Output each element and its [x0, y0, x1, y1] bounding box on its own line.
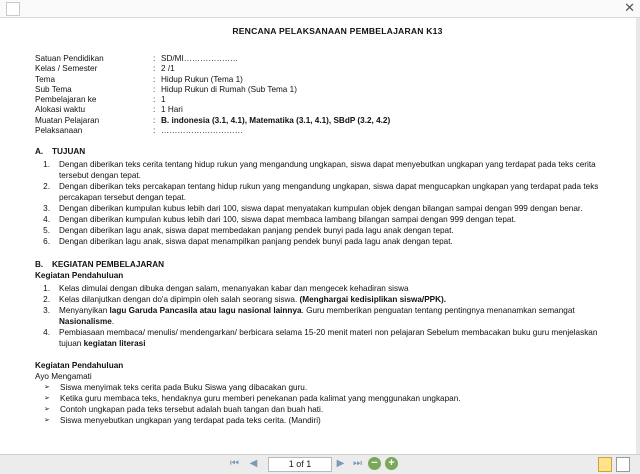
meta-value: 2 /1 [161, 64, 175, 74]
meta-key: Pembelajaran ke [35, 95, 97, 105]
text-run: Menyanyikan [59, 306, 110, 316]
list-item [35, 225, 620, 236]
list-item [35, 181, 620, 203]
text-run: Kelas dimulai dengan dibuka dengan salam, menanyakan kabar dan mengecek kehadiran siswa [59, 284, 409, 294]
list-item [35, 305, 620, 327]
text-run: Kelas dilanjutkan dengan do'a dipimpin oleh salah seorang siswa. [59, 295, 300, 305]
menu-button[interactable] [6, 2, 20, 16]
two-page-view-icon[interactable] [616, 457, 630, 472]
meta-colon: : [153, 84, 156, 94]
item-text: Siswa menyebutkan ungkapan yang terdapat pada teks cerita. (Mandiri) [60, 416, 321, 426]
meta-value: ………………………… [161, 126, 243, 136]
section-heading-kegiatan: B. KEGIATAN PEMBELAJARAN [35, 260, 165, 270]
meta-colon: : [153, 126, 156, 136]
previous-page-icon[interactable]: ◀ [249, 458, 258, 469]
item-number: 3. [43, 204, 50, 214]
item-number: 4. [43, 328, 50, 338]
next-page-icon[interactable]: ▶ [336, 458, 345, 469]
meta-key: Pelaksanaan [35, 126, 83, 136]
subheading-pendahuluan: Kegiatan Pendahuluan [35, 271, 124, 281]
document-page [0, 18, 636, 454]
meta-colon: : [153, 95, 156, 105]
item-text: Dengan diberikan teks percakapan tentang hidup rukun yang mengandung ungkapan, siswa dapat mengucapkan ungkapan yang terdapat pada teks percakapan tersebut dengan tepat. [59, 182, 599, 203]
single-page-view-icon[interactable] [598, 457, 612, 472]
item-text: Ketika guru membaca teks, hendaknya guru memberi penekanan pada kalimat yang menggunakan ungkapan. [60, 394, 461, 404]
bold-run: (Menghargai kedisiplikan siswa/PPK). [299, 295, 447, 305]
item-text: Dengan diberikan lagu anak, siswa dapat menampilkan panjang pendek bunyi pada lagu anak dengan tepat. [59, 237, 453, 247]
zoom-out-icon[interactable]: − [368, 457, 381, 470]
item-number: 1. [43, 160, 50, 170]
first-page-icon[interactable]: ⏮ [230, 458, 239, 469]
close-icon[interactable]: ✕ [624, 0, 635, 15]
arrow-bullet-icon: ➢ [44, 417, 50, 425]
item-text: Dengan diberikan kumpulan kubus lebih dari 100, siswa dapat membaca lambang bilangan sampai dengan 999 dengan tepat. [59, 215, 516, 225]
item-text [59, 294, 620, 305]
page-number-input[interactable]: 1 of 1 [268, 457, 332, 472]
meta-table [35, 53, 620, 135]
activity-item [35, 393, 620, 404]
meta-key: Kelas / Semester [35, 64, 98, 74]
meta-row [35, 53, 620, 63]
activity-list [35, 382, 620, 426]
activity-item [35, 382, 620, 393]
text-run: Pembiasaan membaca/ menulis/ mendengarkan/ berbicara selama 15-20 menit materi non pelajaran Sebelum membacakan buku guru menjelaskan tujuan [59, 328, 598, 349]
meta-colon: : [153, 64, 156, 74]
page-title: RENCANA PELAKSANAAN PEMBELAJARAN K13 [232, 26, 443, 36]
item-number: 6. [43, 237, 50, 247]
meta-colon: : [153, 54, 156, 63]
list-item [35, 294, 620, 305]
arrow-bullet-icon: ➢ [44, 395, 50, 403]
text-run: . [111, 317, 115, 327]
kegiatan-list [35, 283, 620, 349]
item-number: 2. [43, 295, 50, 305]
meta-row [35, 84, 620, 94]
list-item [35, 236, 620, 247]
zoom-in-icon[interactable]: + [385, 457, 398, 470]
meta-colon: : [153, 115, 156, 125]
bold-run: lagu Garuda Pancasila atau lagu nasional lainnya [109, 306, 302, 316]
list-item [35, 283, 620, 294]
activity-item [35, 415, 620, 426]
item-text [59, 283, 620, 294]
meta-row [35, 115, 620, 125]
arrow-bullet-icon: ➢ [44, 384, 50, 392]
list-item [35, 327, 620, 349]
page-navigation-bar [0, 454, 640, 474]
meta-value: SD/MI……………….. [161, 54, 238, 63]
arrow-bullet-icon: ➢ [44, 406, 50, 414]
meta-value: Hidup Rukun di Rumah (Sub Tema 1) [161, 84, 297, 94]
item-number: 4. [43, 215, 50, 225]
item-number: 2. [43, 182, 50, 192]
item-number: 3. [43, 306, 50, 316]
meta-colon: : [153, 74, 156, 84]
meta-row [35, 74, 620, 84]
meta-key: Alokasi waktu [35, 105, 86, 115]
meta-key: Tema [35, 74, 56, 84]
vertical-scrollbar[interactable] [636, 18, 640, 454]
meta-value: B. indonesia (3.1, 4.1), Matematika (3.1, 4.1), SBdP (3.2, 4.2) [161, 115, 391, 125]
meta-row [35, 125, 620, 135]
list-item [35, 214, 620, 225]
document-content [35, 26, 620, 426]
viewer-toolbar [0, 0, 640, 18]
list-item [35, 203, 620, 214]
meta-key: Muatan Pelajaran [35, 115, 100, 125]
item-text: Contoh ungkapan pada teks tersebut adalah buah tangan dan buah hati. [60, 405, 324, 415]
bold-run: Nasionalisme [59, 317, 112, 327]
tujuan-list [35, 159, 620, 247]
meta-row [35, 94, 620, 104]
meta-key: Satuan Pendidikan [35, 54, 104, 63]
meta-value: 1 [161, 95, 166, 105]
item-text: Siswa menyimak teks cerita pada Buku Siswa yang dibacakan guru. [60, 383, 308, 393]
item-number: 1. [43, 284, 50, 294]
meta-value: 1 Hari [161, 105, 183, 115]
meta-colon: : [153, 105, 156, 115]
subheading-pendahuluan-2: Kegiatan Pendahuluan [35, 361, 124, 371]
list-item [35, 159, 620, 181]
activity-item [35, 404, 620, 415]
bold-run: kegiatan literasi [83, 339, 146, 349]
item-text: Dengan diberikan lagu anak, siswa dapat membedakan panjang pendek bunyi pada lagu anak dengan tepat. [59, 226, 454, 236]
item-text [59, 305, 620, 327]
meta-value: Hidup Rukun (Tema 1) [161, 74, 243, 84]
last-page-icon[interactable]: ⏭ [353, 458, 362, 469]
item-text: Dengan diberikan teks cerita tentang hidup rukun yang mengandung ungkapan, siswa dapat menyebutkan ungkapan yang terdapat pada teks cerita tersebut dengan tepat. [59, 160, 596, 181]
item-text [59, 327, 620, 349]
item-number: 5. [43, 226, 50, 236]
meta-key: Sub Tema [35, 84, 72, 94]
meta-row [35, 104, 620, 114]
section-heading-tujuan: A. TUJUAN [35, 147, 86, 157]
item-text: Dengan diberikan kumpulan kubus lebih dari 100, siswa dapat menyatakan kumpulan objek dengan bilangan sampai dengan 999 dengan benar. [59, 204, 583, 214]
text-run: . Guru memberikan penguatan tentang pentingnya menanamkan semangat [301, 306, 575, 316]
subheading-ayo-mengamati: Ayo Mengamati [35, 372, 92, 382]
meta-row [35, 63, 620, 73]
